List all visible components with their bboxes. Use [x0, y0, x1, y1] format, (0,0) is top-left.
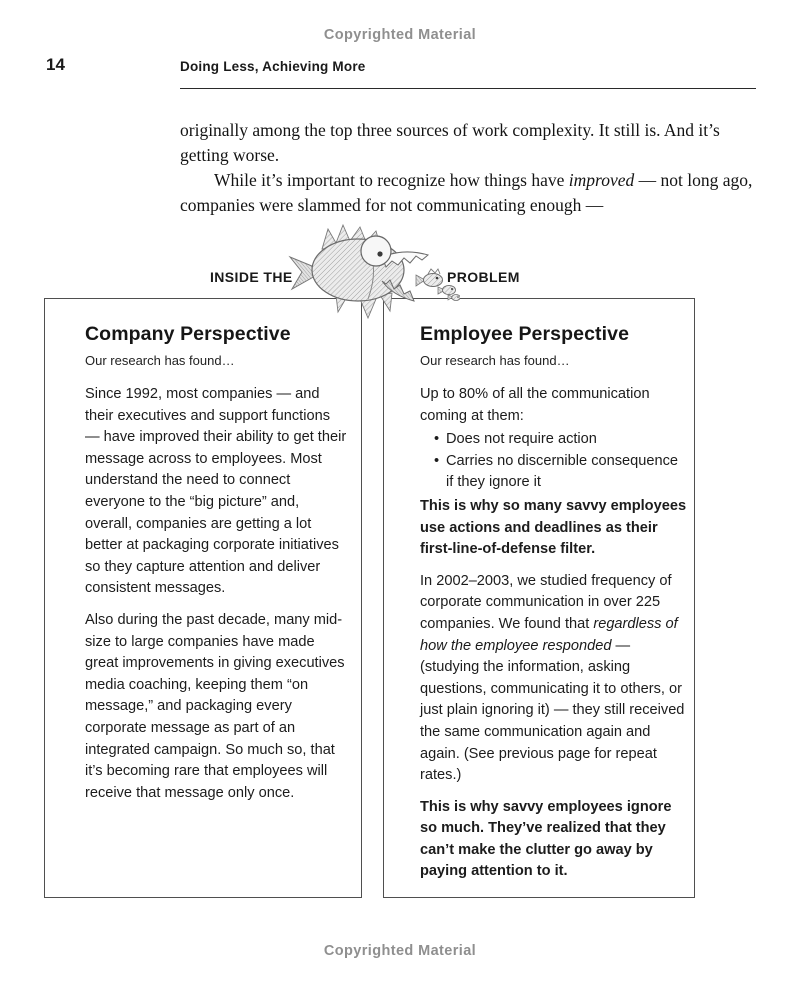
page-number: 14	[46, 55, 65, 74]
intro-text	[180, 118, 766, 218]
company-box-title: Company Perspective	[85, 323, 291, 345]
employee-bullet-list	[420, 429, 688, 494]
company-perspective-box	[44, 298, 362, 898]
small-fish-3	[448, 295, 460, 301]
employee-study-paragraph: In 2002–2003, we studied frequency of corporate communication in over 225 companies. We found that regardless of how the employee responded — (studying the information, asking questions, communicating it to others, or just plain ignoring it) — they still received the same communication again and again. (See previous page for repeat rates.)	[420, 572, 685, 784]
running-header: Doing Less, Achieving More	[180, 59, 366, 74]
company-paragraph-2: Also during the past decade, many mid-size to large companies have made great improvements in giving executives media coaching, keeping them “on message,” and packaging every corporate message as part of an integrated campaign. So much so, that it’s becoming rare that employees will receive that message only once.	[85, 611, 345, 801]
employee-lead: Up to 80% of all the communication coming at them:	[420, 386, 650, 424]
fish-illustration	[288, 215, 460, 323]
header-rule	[180, 88, 756, 89]
figure-label-problem: PROBLEM	[447, 269, 520, 285]
small-fish-1	[416, 269, 443, 287]
intro-paragraph-1: originally among the top three sources of work complexity. It still is. And it’s getting worse.	[180, 120, 720, 165]
bullet-item: • Does not require action	[446, 429, 688, 451]
company-paragraph-1: Since 1992, most companies — and their executives and support functions — have improved their ability to get their message across to employees. Most understand the need to connect everyone to the “big picture” and, overall, companies are getting a lot better at packaging corporate initiatives so they capture attention and deliver consistent messages.	[85, 386, 347, 597]
bullet-item: • Carries no discernible consequence if they ignore it	[446, 451, 688, 494]
employee-perspective-box	[383, 298, 695, 898]
intro-paragraph-2: While it’s important to recognize how things have improved — not long ago, companies were slammed for not communicating enough —	[180, 170, 753, 215]
copyright-notice-bottom: Copyrighted Material	[323, 943, 477, 959]
figure-label-inside-the: INSIDE THE	[210, 269, 293, 285]
small-fish-2	[438, 285, 456, 294]
company-box-body	[85, 384, 347, 804]
employee-box-title: Employee Perspective	[420, 323, 630, 345]
company-box-subtitle: Our research has found…	[85, 353, 235, 368]
copyright-notice-top: Copyrighted Material	[323, 27, 477, 43]
employee-bold-statement-1: This is why so many savvy employees use actions and deadlines as their first-line-of-defense filter.	[420, 497, 687, 558]
big-fish-icon	[288, 215, 460, 323]
employee-box-subtitle: Our research has found…	[420, 353, 570, 368]
employee-bold-statement-2: This is why savvy employees ignore so much. They’ve realized that they can’t make the clutter go away by paying attention to it.	[420, 798, 672, 880]
employee-box-body	[420, 384, 688, 883]
